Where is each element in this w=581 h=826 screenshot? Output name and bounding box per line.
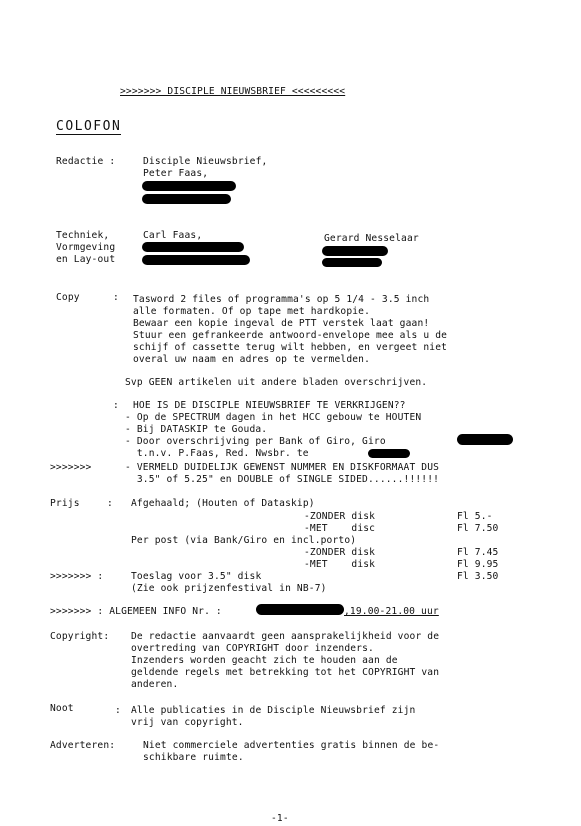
redaction-bar: [256, 604, 344, 615]
price-desc: -MET disk: [304, 559, 376, 570]
toeslag-arrow: >>>>>>> :: [50, 571, 104, 582]
redaction-bar: [142, 255, 250, 265]
copyright-line: overtreding van COPYRIGHT door inzenders.: [131, 643, 374, 654]
adverteren-line-1: Niet commerciele advertenties gratis binnen de be-: [143, 740, 440, 751]
verkrijgen-colon: :: [113, 400, 119, 411]
redactie-label: Redactie :: [56, 156, 116, 167]
verkrijgen-item: - Op de SPECTRUM dagen in het HCC gebouw te HOUTEN: [125, 412, 422, 423]
price-value: Fl 7.45: [457, 547, 499, 558]
copy-line: Bewaar een kopie ingeval de PTT verstek laat gaan!: [133, 318, 430, 329]
info-hours: ,19.00-21.00 uur: [344, 606, 439, 617]
redactie-line-1: Disciple Nieuwsbrief,: [143, 156, 268, 167]
price-value: Fl 9.95: [457, 559, 499, 570]
adverteren-label: Adverteren:: [50, 740, 116, 751]
price-desc: -MET disc: [304, 523, 376, 534]
verkrijgen-item: - Door overschrijving per Bank of Giro, Giro: [125, 436, 386, 447]
copy-line: schijf of cassette terug wilt hebben, en vergeet niet: [133, 342, 448, 353]
notice-arrow: >>>>>>>: [50, 462, 92, 473]
techniek-label-3: en Lay-out: [56, 254, 116, 265]
noot-colon: :: [115, 705, 121, 716]
copy-line: Stuur een gefrankeerde antwoord-envelope mee als u de: [133, 330, 448, 341]
redaction-bar: [142, 181, 236, 191]
copyright-line: Inzenders worden geacht zich te houden aan de: [131, 655, 398, 666]
noot-line-1: Alle publicaties in de Disciple Nieuwsbrief zijn: [131, 705, 416, 716]
redaction-bar: [322, 246, 388, 256]
prijs-afgehaald: Afgehaald; (Houten of Dataskip): [131, 498, 315, 509]
redaction-bar: [322, 258, 382, 267]
prijs-perpost: Per post (via Bank/Giro en incl.porto): [131, 535, 357, 546]
noot-label: Noot: [50, 703, 74, 714]
techniek-name-1: Carl Faas,: [143, 230, 203, 241]
price-desc: -ZONDER disk: [304, 547, 376, 558]
notice-line-2: 3.5" of 5.25" en DOUBLE of SINGLE SIDED......!!!!!!: [125, 474, 440, 485]
copy-label: Copy: [56, 292, 80, 303]
toeslag-price: Fl 3.50: [457, 571, 499, 582]
copy-note: Svp GEEN artikelen uit andere bladen overschrijven.: [125, 377, 428, 388]
redactie-line-2: Peter Faas,: [143, 168, 209, 179]
page-number: -1-: [271, 813, 289, 824]
redaction-bar: [142, 194, 231, 204]
verkrijgen-item: - Bij DATASKIP te Gouda.: [125, 424, 268, 435]
noot-line-2: vrij van copyright.: [131, 717, 244, 728]
copyright-line: De redactie aanvaardt geen aansprakelijkheid voor de: [131, 631, 440, 642]
price-desc: -ZONDER disk: [304, 511, 376, 522]
techniek-label-2: Vormgeving: [56, 242, 116, 253]
toeslag-text: Toeslag voor 3.5" disk: [131, 571, 262, 582]
info-prefix: >>>>>>> : ALGEMEEN INFO Nr. :: [50, 606, 222, 617]
adverteren-line-2: schikbare ruimte.: [143, 752, 244, 763]
copy-line: Tasword 2 files of programma's op 5 1/4 - 3.5 inch: [133, 294, 430, 305]
price-value: Fl 5.-: [457, 511, 493, 522]
redaction-bar: [368, 449, 410, 458]
copyright-label: Copyright:: [50, 631, 110, 642]
techniek-name-2: Gerard Nesselaar: [324, 233, 419, 244]
verkrijgen-item: t.n.v. P.Faas, Red. Nwsbr. te: [125, 448, 309, 459]
prijzenfestival-note: (Zie ook prijzenfestival in NB-7): [131, 583, 327, 594]
redaction-bar: [457, 434, 513, 445]
copyright-line: geldende regels met betrekking tot het COPYRIGHT van: [131, 667, 440, 678]
prijs-colon: :: [107, 498, 113, 509]
copy-line: overal uw naam en adres op te vermelden.: [133, 354, 371, 365]
techniek-label-1: Techniek,: [56, 230, 110, 241]
prijs-label: Prijs: [50, 498, 80, 509]
price-value: Fl 7.50: [457, 523, 499, 534]
copyright-line: anderen.: [131, 679, 179, 690]
copy-line: alle formaten. Of op tape met hardkopie.: [133, 306, 371, 317]
redaction-bar: [142, 242, 244, 252]
verkrijgen-question: HOE IS DE DISCIPLE NIEUWSBRIEF TE VERKRIJGEN??: [133, 400, 406, 411]
copy-colon: :: [113, 292, 119, 303]
newsletter-title: >>>>>>> DISCIPLE NIEUWSBRIEF <<<<<<<<<: [120, 86, 346, 97]
notice-line-1: - VERMELD DUIDELIJK GEWENST NUMMER EN DISKFORMAAT DUS: [125, 462, 440, 473]
colofon-heading: COLOFON: [56, 119, 122, 134]
